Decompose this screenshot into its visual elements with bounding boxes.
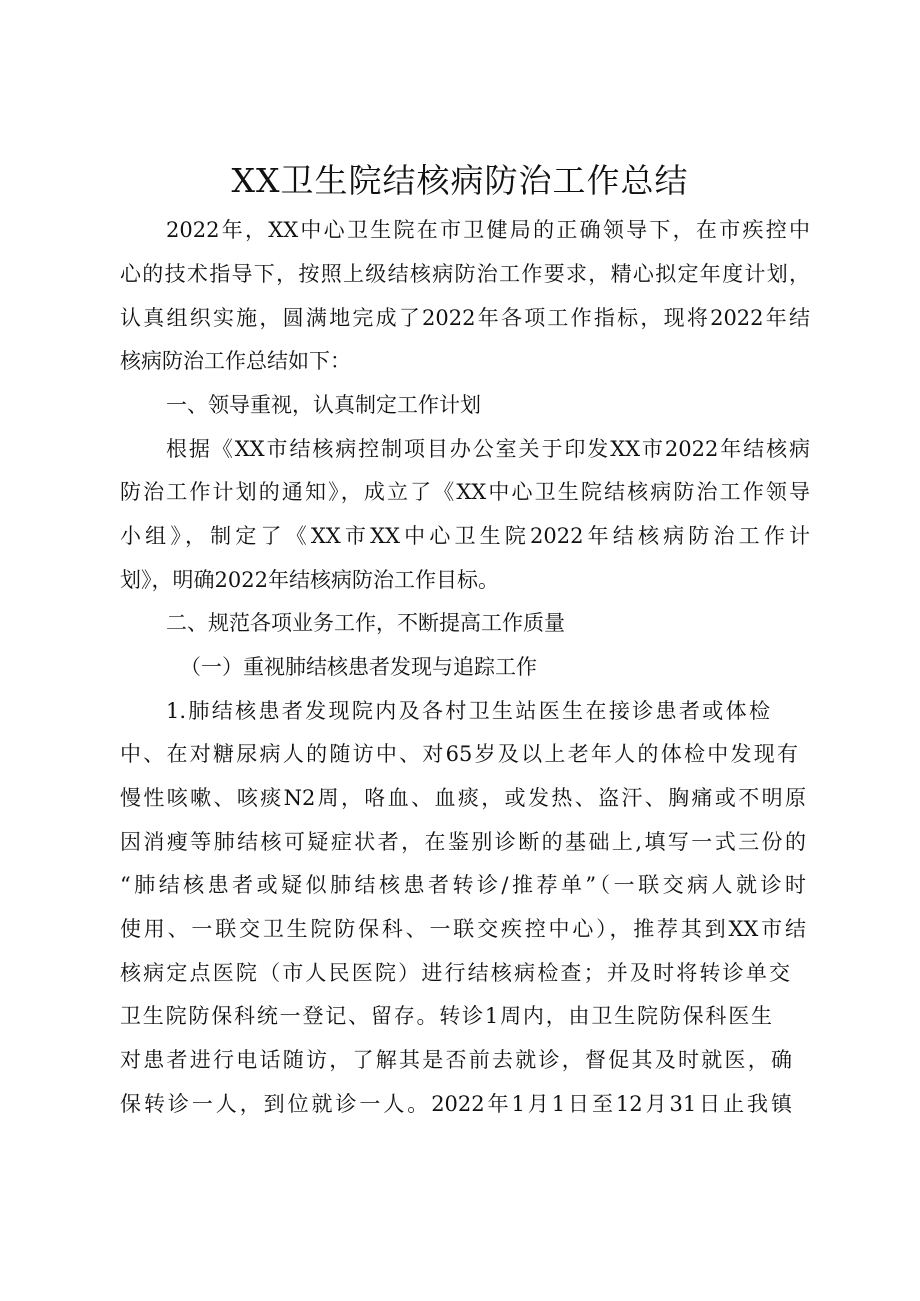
- paragraph-line: 使用、一联交卫生院防保科、一联交疾控中心），推荐其到XX市结: [120, 917, 806, 941]
- paragraph-line: 认真组织实施，圆满地完成了2022年各项工作指标，现将2022年结: [120, 306, 810, 330]
- paragraph-line: 慢性咳嗽、咳痰N2周，咯血、血痰，或发热、盗汗、胸痛或不明原: [120, 786, 806, 810]
- paragraph-line: 防治工作计划的通知》，成立了《XX中心卫生院结核病防治工作领导: [120, 480, 810, 504]
- paragraph-line: 中、在对糖尿病人的随访中、对65岁及以上老年人的体检中发现有: [120, 742, 798, 766]
- paragraph-line: 保转诊一人，到位就诊一人。2022年1月1日至12月31日止我镇: [120, 1092, 792, 1116]
- paragraph-line: 核病定点医院（市人民医院）进行结核病检查；并及时将转诊单交: [120, 961, 790, 985]
- paragraph-line: 对患者进行电话随访，了解其是否前去就诊，督促其及时就医，确: [120, 1048, 792, 1072]
- section-heading-2: 二、规范各项业务工作，不断提高工作质量: [166, 611, 565, 635]
- paragraph-line: 卫生院防保科统一登记、留存。转诊1周内，由卫生院防保科医生: [120, 1004, 772, 1028]
- paragraph-line: 核病防治工作总结如下：: [120, 349, 351, 373]
- paragraph-line: 因消瘦等肺结核可疑症状者，在鉴别诊断的基础上,填写一式三份的: [120, 830, 806, 854]
- paragraph-line: 小组》，制定了《XX市XX中心卫生院2022年结核病防治工作计: [120, 524, 810, 548]
- paragraph-line: “肺结核患者或疑似肺结核患者转诊/推荐单”（一联交病人就诊时: [120, 873, 806, 897]
- paragraph-line: 2022年，XX中心卫生院在市卫健局的正确领导下，在市疾控中: [166, 218, 810, 242]
- subsection-heading: （一）重视肺结核患者发现与追踪工作: [180, 655, 537, 679]
- paragraph-line: 划》，明确2022年结核病防治工作目标。: [120, 568, 499, 592]
- document-title: XX卫生院结核病防治工作总结: [231, 161, 689, 200]
- paragraph-line: 心的技术指导下，按照上级结核病防治工作要求，精心拟定年度计划，: [120, 262, 810, 286]
- paragraph-line: 根据《XX市结核病控制项目办公室关于印发XX市2022年结核病: [166, 437, 810, 461]
- paragraph-line: 1.肺结核患者发现院内及各村卫生站医生在接诊患者或体检: [166, 699, 770, 723]
- section-heading-1: 一、领导重视，认真制定工作计划: [166, 393, 481, 417]
